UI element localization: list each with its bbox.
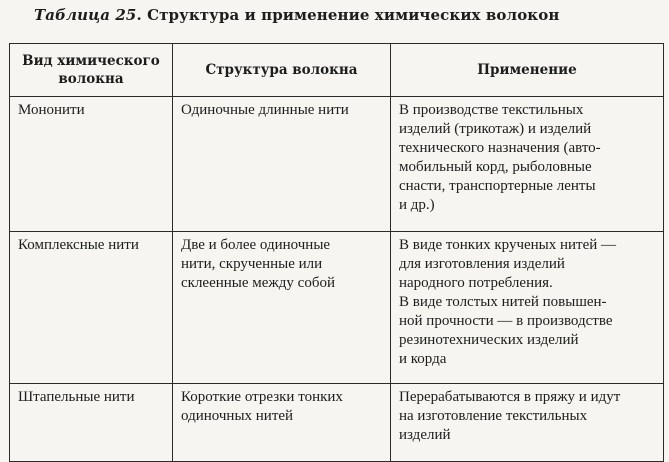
cell-usage bbox=[391, 232, 664, 384]
table-number: Таблица 25 bbox=[34, 6, 137, 24]
cell-line: В виде толстых нитей повышен- bbox=[399, 294, 607, 310]
cell-line: ной прочности — в производстве bbox=[399, 313, 613, 329]
header-line: Структура волокна bbox=[205, 62, 358, 78]
cell-line: изделий bbox=[399, 427, 451, 443]
cell-line: Одиночные длинные нити bbox=[181, 102, 349, 118]
cell-line: Короткие отрезки тонких bbox=[181, 389, 343, 405]
cell-line: мобильный корд, рыболовные bbox=[399, 159, 592, 175]
cell-line: изделий (трикотаж) и изделий bbox=[399, 121, 592, 137]
cell-line: Перерабатываются в пряжу и идут bbox=[399, 389, 621, 405]
cell-line: и корда bbox=[399, 351, 447, 367]
cell-line: нити, скрученные или bbox=[181, 256, 323, 272]
cell-line: одиночных нитей bbox=[181, 408, 294, 424]
cell-line: Штапельные нити bbox=[18, 389, 135, 405]
table-row bbox=[10, 384, 664, 462]
cell-line: на изготовление текстильных bbox=[399, 408, 588, 424]
cell-fiber-type bbox=[10, 384, 173, 462]
header-line: Вид химического bbox=[22, 53, 160, 69]
cell-fiber-type bbox=[10, 232, 173, 384]
cell-usage bbox=[391, 97, 664, 232]
table-row bbox=[10, 97, 664, 232]
cell-line: Мононити bbox=[18, 102, 85, 118]
header-line: волокна bbox=[58, 71, 124, 87]
cell-line: В виде тонких крученых нитей — bbox=[399, 237, 617, 253]
table-title: . Структура и применение химических волокон bbox=[136, 6, 560, 24]
header-line: Применение bbox=[477, 62, 577, 78]
cell-line: В производстве текстильных bbox=[399, 102, 584, 118]
cell-line: Две и более одиночные bbox=[181, 237, 331, 253]
table-header-row bbox=[10, 44, 664, 97]
cell-line: резинотехнических изделий bbox=[399, 332, 579, 348]
cell-line: Комплексные нити bbox=[18, 237, 139, 253]
cell-structure bbox=[173, 384, 391, 462]
cell-line: народного потребления. bbox=[399, 275, 553, 291]
cell-fiber-type bbox=[10, 97, 173, 232]
header-fiber-type bbox=[10, 44, 173, 97]
table-row bbox=[10, 232, 664, 384]
cell-line: склеенные между собой bbox=[181, 275, 335, 291]
chemical-fibers-table bbox=[9, 43, 664, 462]
cell-line: для изготовления изделий bbox=[399, 256, 565, 272]
header-usage bbox=[391, 44, 664, 97]
cell-structure bbox=[173, 97, 391, 232]
cell-usage bbox=[391, 384, 664, 462]
cell-line: снасти, транспортерные ленты bbox=[399, 178, 596, 194]
header-fiber-structure bbox=[173, 44, 391, 97]
cell-line: технического назначения (авто- bbox=[399, 140, 601, 156]
cell-structure bbox=[173, 232, 391, 384]
cell-line: и др.) bbox=[399, 197, 435, 213]
table-caption bbox=[34, 6, 559, 24]
